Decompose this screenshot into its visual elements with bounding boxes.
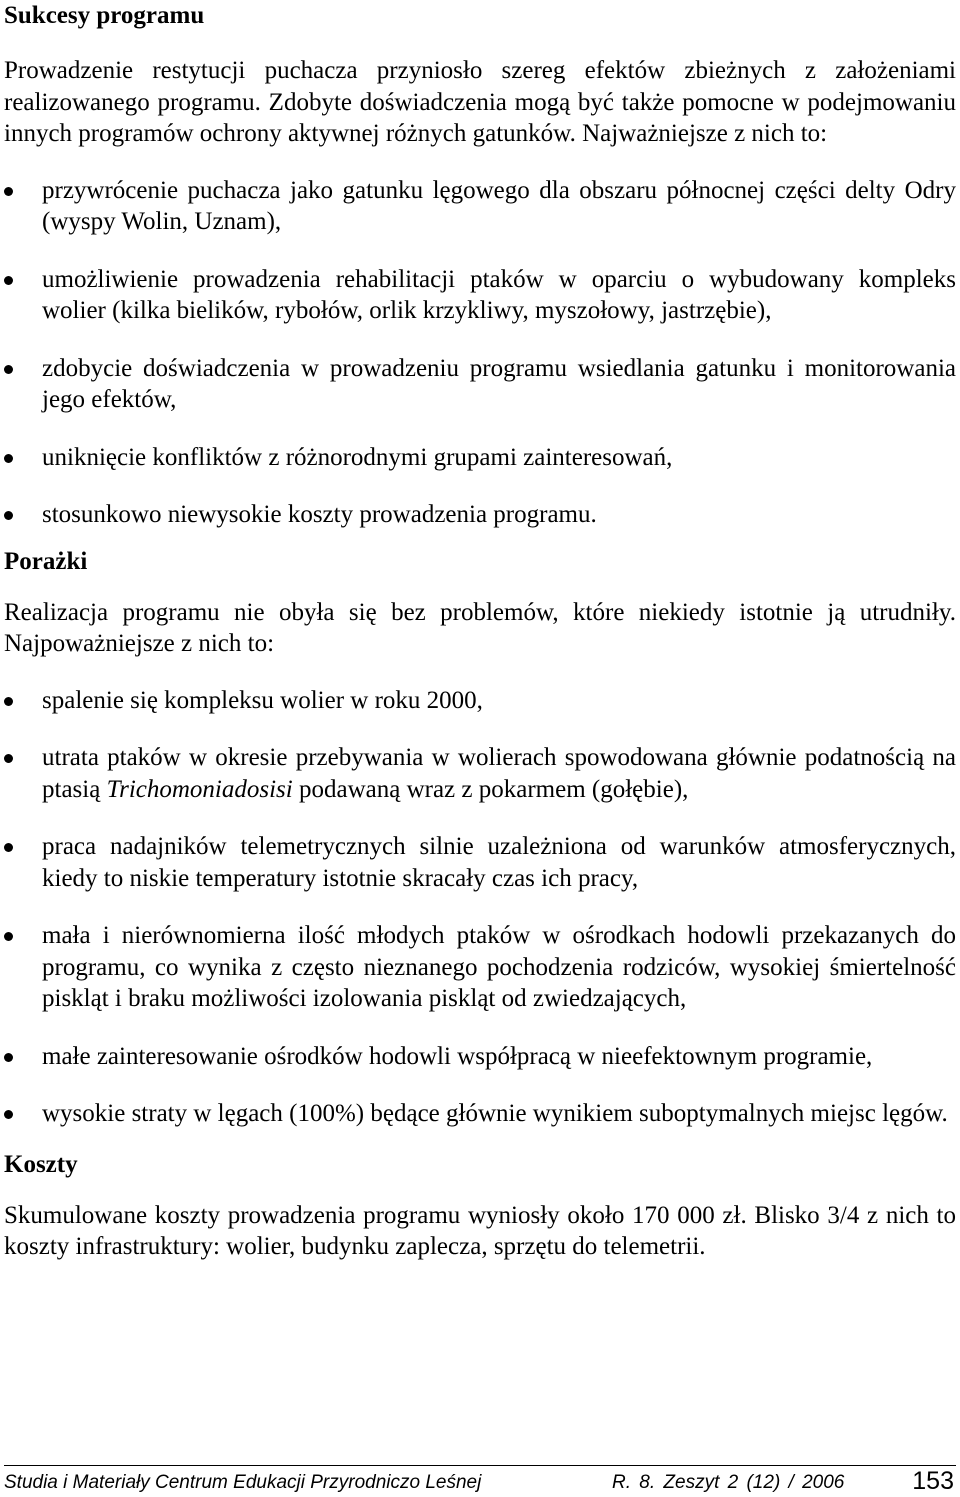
bullet-icon [4,1110,13,1119]
list-item [4,1098,956,1130]
bullet-icon [4,932,13,941]
list-item [4,264,956,327]
list-item-text-before: utrata ptaków w okresie przebywania w wolierach spowodowana głównie podatnością na ptasią [42,744,956,803]
list-item-text: uniknięcie konfliktów z różnorodnymi grupami zainteresowań, [42,443,673,471]
list-item [4,831,956,894]
bullet-icon [4,454,13,463]
page-number: 153 [912,1467,954,1495]
heading-koszty: Koszty [4,1150,78,1178]
list-item-text: przywrócenie puchacza jako gatunku lęgowego dla obszaru północnej części delty Odry (wyspy Wolin, Uznam), [42,176,956,235]
bullet-icon [4,754,13,763]
list-sukcesy [4,175,956,531]
page-footer [4,1465,956,1497]
list-item-text: zdobycie doświadczenia w prowadzeniu programu wsiedlania gatunku i monitorowania jego efektów, [42,354,956,413]
list-item [4,175,956,238]
list-item-text: umożliwienie prowadzenia rehabilitacji ptaków w oparciu o wybudowany kompleks wolier (kilka bielików, rybołów, orlik krzykliwy, myszołowy, jastrzębie), [42,265,956,324]
list-item [4,920,956,1015]
list-item-text: mała i nierównomierna ilość młodych ptaków w ośrodkach hodowli przekazanych do programu, co wynika z często nieznanego pochodzenia rodziców, wysokiej śmiertelność piskląt i braku możliwości izolowania piskląt od zwiedzających, [42,922,956,1012]
list-item-text: praca nadajników telemetrycznych silnie uzależniona od warunków atmosferycznych, kiedy to niskie temperatury istotnie skracały czas ich pracy, [42,833,956,892]
journal-title: Studia i Materiały Centrum Edukacji Przyrodniczo Leśnej [4,1472,482,1493]
bullet-icon [4,1053,13,1062]
list-item [4,499,956,531]
list-item [4,353,956,416]
list-item [4,742,956,805]
bullet-icon [4,511,13,520]
paragraph-porazki-intro: Realizacja programu nie obyła się bez problemów, które niekiedy istotnie ją utrudniły. Najpoważniejsze z nich to: [4,598,956,657]
page-content [4,0,956,1263]
heading-sukcesy: Sukcesy programu [4,2,205,29]
bullet-icon [4,187,13,196]
list-porazki [4,685,956,1130]
list-item-text-after: podawaną wraz z pokarmem (gołębie), [292,775,689,803]
species-name: Trichomoniadosisi [106,775,293,803]
list-item [4,1041,956,1073]
paragraph-sukcesy-intro: Prowadzenie restytucji puchacza przyniosło szereg efektów zbieżnych z założeniami realizowanego programu. Zdobyte doświadczenia mogą być także pomocne w podejmowaniu innych programów ochrony aktywnej różnych gatunków. Najważniejsze z nich to: [4,57,956,147]
list-item-text: spalenie się kompleksu wolier w roku 2000, [42,686,483,714]
issue-info: R. 8. Zeszyt 2 (12) / 2006 [612,1472,845,1493]
paragraph-koszty: Skumulowane koszty prowadzenia programu wyniosły około 170 000 zł. Blisko 3/4 z nich to koszty infrastruktury: wolier, budynku zaplecza, sprzętu do telemetrii. [4,1201,956,1260]
list-item-text: wysokie straty w lęgach (100%) będące głównie wynikiem suboptymalnych miejsc lęgów. [42,1100,948,1127]
bullet-icon [4,365,13,374]
bullet-icon [4,697,13,706]
bullet-icon [4,276,13,285]
bullet-icon [4,843,13,852]
list-item [4,442,956,474]
list-item [4,685,956,717]
footer-divider [4,1465,956,1466]
heading-porazki: Porażki [4,547,88,575]
list-item-text: stosunkowo niewysokie koszty prowadzenia programu. [42,501,597,528]
list-item-text: małe zainteresowanie ośrodków hodowli współpracą w nieefektownym programie, [42,1042,873,1070]
